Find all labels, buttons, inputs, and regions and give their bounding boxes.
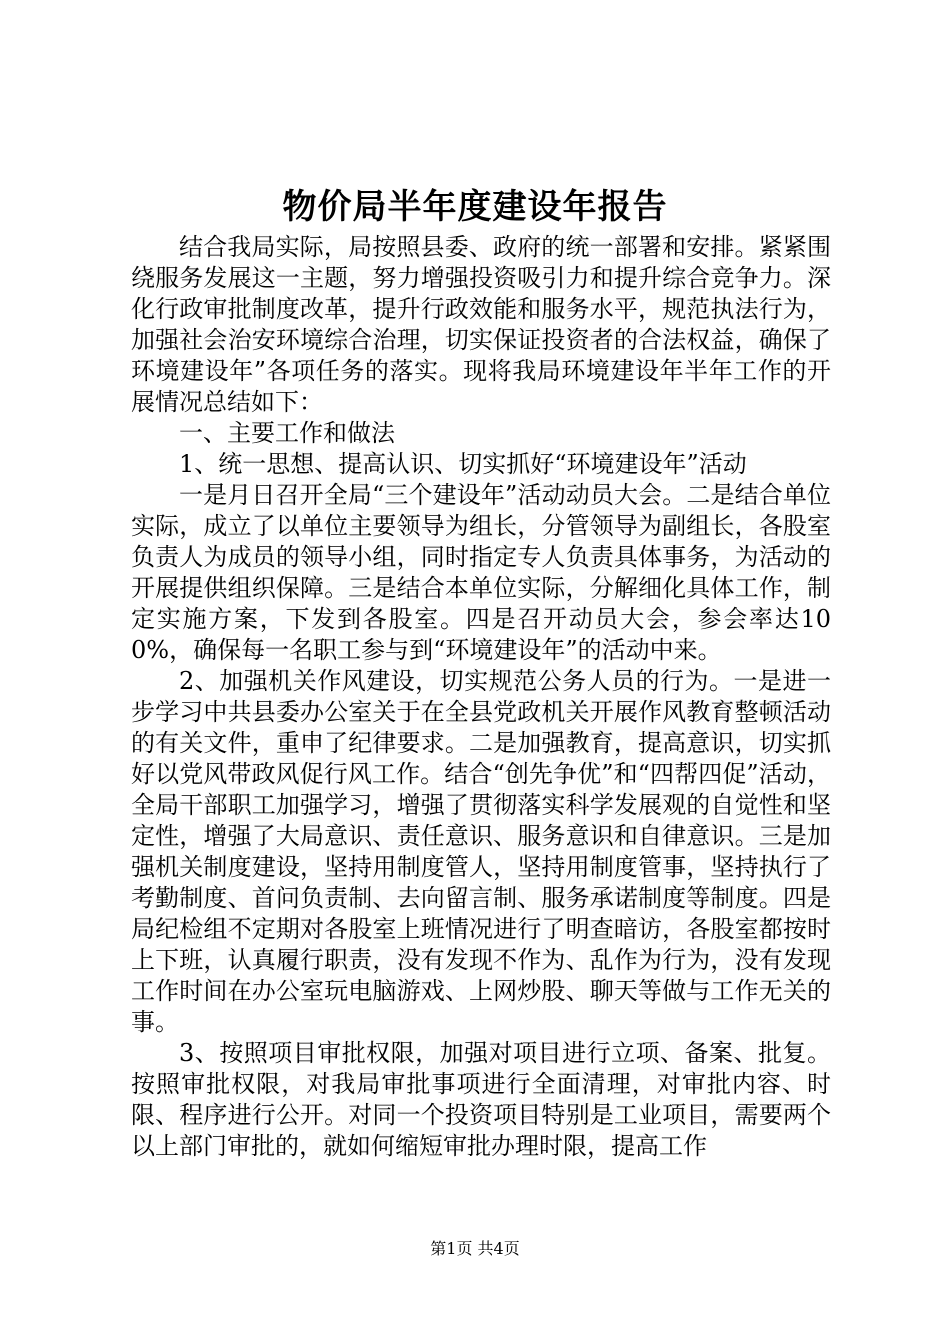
paragraph-intro: 结合我局实际，局按照县委、政府的统一部署和安排。紧紧围绕服务发展这一主题，努力增强投资吸引力和提升综合竞争力。深化行政审批制度改革，提升行政效能和服务水平，规范执法行为，加强社会治安环境综合治理，切实保证投资者的合法权益，确保了环境建设年”各项任务的落实。现将我局环境建设年半年工作的开展情况总结如下： bbox=[131, 233, 831, 416]
document-title: 物价局半年度建设年报告 bbox=[282, 187, 668, 227]
page-footer: 第1页 共4页 bbox=[430, 1239, 520, 1258]
document-body bbox=[131, 232, 831, 1162]
paragraph-item-3: 3、按照项目审批权限，加强对项目进行立项、备案、批复。按照审批权限，对我局审批事项进行全面清理，对审批内容、时限、程序进行公开。对同一个投资项目特别是工业项目，需要两个以上部门审批的，就如何缩短审批办理时限，提高工作 bbox=[131, 1039, 831, 1160]
paragraph-item-2: 2、加强机关作风建设，切实规范公务人员的行为。一是进一步学习中共县委办公室关于在全县党政机关开展作风教育整顿活动的有关文件，重申了纪律要求。二是加强教育，提高意识，切实抓好以党风带政风促行风工作。结合“创先争优”和“四帮四促”活动，全局干部职工加强学习，增强了贯彻落实科学发展观的自觉性和坚定性，增强了大局意识、责任意识、服务意识和自律意识。三是加强机关制度建设，坚持用制度管人，坚持用制度管事，坚持执行了考勤制度、首问负责制、去向留言制、服务承诺制度等制度。四是局纪检组不定期对各股室上班情况进行了明查暗访，各股室都按时上下班，认真履行职责，没有发现不作为、乱作为行为，没有发现工作时间在办公室玩电脑游戏、上网炒股、聊天等做与工作无关的事。 bbox=[131, 667, 831, 1036]
paragraph-item-1: 一是月日召开全局“三个建设年”活动动员大会。二是结合单位实际，成立了以单位主要领导为组长，分管领导为副组长，各股室负责人为成员的领导小组，同时指定专人负责具体事务，为活动的开展提供组织保障。三是结合本单位实际，分解细化具体工作，制定实施方案，下发到各股室。四是召开动员大会，参会率达100%，确保每一名职工参与到“环境建设年”的活动中来。 bbox=[131, 481, 831, 664]
section-heading-main-work: 一、主要工作和做法 bbox=[179, 419, 395, 447]
item-heading-1: 1、统一思想、提高认识、切实抓好“环境建设年”活动 bbox=[179, 450, 747, 478]
